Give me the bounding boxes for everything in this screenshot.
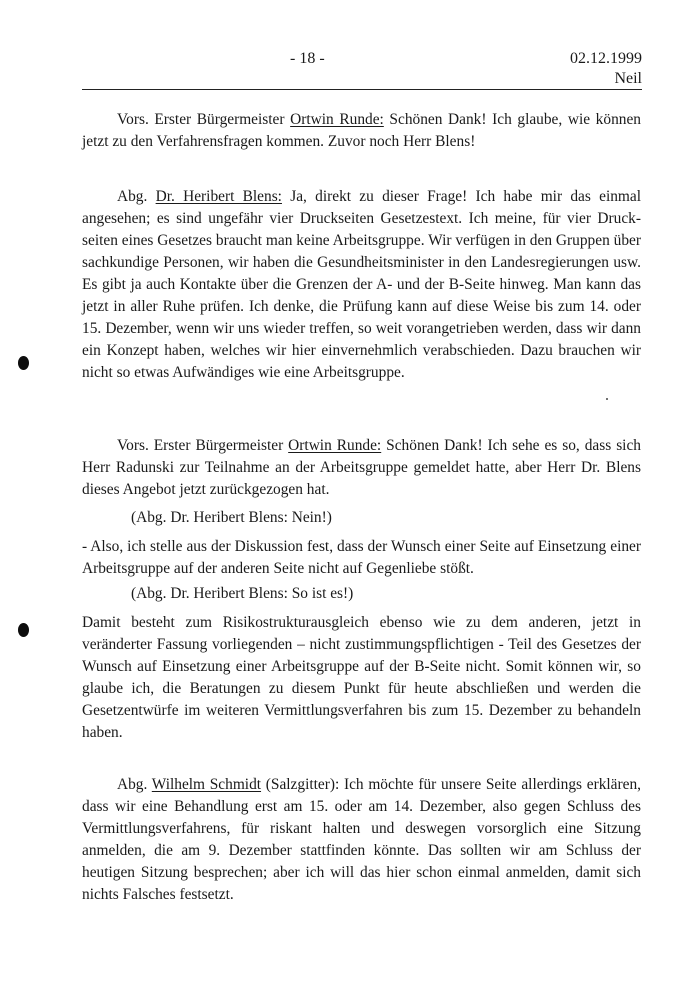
punch-hole-mark — [18, 356, 29, 370]
speaker-name: Wilhelm Schmidt — [151, 776, 262, 793]
header-date: 02.12.1999 — [570, 50, 642, 67]
header-author: Neil — [614, 70, 642, 87]
speaker-title: Abg. — [117, 776, 152, 793]
paragraph-text: Schönen Dank! Ich glaube, wie können jetzt zu den Verfahrensfragen kommen. Zuvor noch Herr Blens! — [82, 111, 641, 150]
speaker-name: Ortwin Runde: — [290, 111, 384, 128]
paragraph-runde-1 — [82, 109, 641, 153]
paragraph-text: (Salzgitter): Ich möchte für unsere Seite allerdings erklären, dass wir eine Behandlung erst am 15. oder am 14. Dezember, also gegen Schluss des Vermittlungsverfahrens, für riskant halten und deswegen vorsorglich eine Sitzung anmelden, die am 9. Dezember stattfinden könnte. Das sollten wir am Schluss der heutigen Sitzung besprechen; aber ich will das hier schon einmal anmelden, damit sich nichts Falsches festsetzt. — [82, 776, 641, 903]
paragraph-diskussion: - Also, ich stelle aus der Diskussion fest, dass der Wunsch einer Seite auf Einsetzung einer Arbeitsgruppe auf der anderen Seite nicht auf Gegenliebe stößt. — [82, 538, 641, 577]
punch-hole-mark — [18, 623, 29, 637]
speaker-name: Ortwin Runde: — [288, 437, 382, 454]
paragraph-text: Schönen Dank! Ich sehe es so, dass sich Herr Radunski zur Teilnahme an der Arbeitsgruppe gemeldet hatte, aber Herr Dr. Blens dieses Angebot jetzt zurückgezogen hat. — [82, 437, 641, 498]
paragraph-runde-2 — [82, 435, 641, 501]
paragraph-schmidt — [82, 774, 641, 906]
paragraph-text: Ja, direkt zu dieser Frage! Ich habe mir das einmal angesehen; es sind ungefähr vier Druckseiten Gesetzestext. Ich meine, für vier Druckseiten eines Gesetzes braucht man keine Arbeitsgruppe. Wir verfügen in den Gruppen über sachkundige Personen, wir haben die Gesundheitsminister in den Landesregierungen usw. Es gibt ja auch Kontakte über die Grenzen der A- und der B-Seite hinweg. Man kann das jetzt in aller Ruhe prüfen. Ich denke, die Prüfung kann auf diese Weise bis zum 14. oder 15. Dezember, wenn wir uns wieder treffen, so weit vorangetrieben werden, dass wir dann ein Konzept haben, welches wir hier einvernehmlich verabschieden. Dazu brauchen wir nicht so etwas Aufwändiges wie eine Arbeitsgruppe. — [82, 188, 641, 381]
paragraph-risikostrukturausgleich: Damit besteht zum Risikostrukturausgleich ebenso wie zu dem anderen, jetzt in veränderter Fassung vorliegenden – nicht zustimmungspflichtigen - Teil des Gesetzes der Wunsch auf Einsetzung einer Arbeitsgruppe auf der B-Seite nicht. Somit können wir, so glaube ich, die Beratungen zu diesem Punkt für heute abschließen und werden die Gesetzentwürfe im weiteren Vermittlungsverfahren bis zum 15. Dezember zu behandeln haben. — [82, 614, 641, 741]
page-number: - 18 - — [290, 50, 325, 67]
speaker-name: Dr. Heribert Blens: — [155, 188, 282, 205]
interjection-nein: (Abg. Dr. Heribert Blens: Nein!) — [131, 509, 332, 526]
speaker-title: Vors. Erster Bürgermeister — [117, 111, 291, 128]
header-rule — [82, 89, 642, 90]
speaker-title: Vors. Erster Bürgermeister — [117, 437, 289, 454]
interjection-so-ist-es: (Abg. Dr. Heribert Blens: So ist es!) — [131, 585, 354, 602]
paragraph-blens — [82, 186, 641, 384]
speaker-title: Abg. — [117, 188, 156, 205]
scan-speck — [606, 398, 608, 400]
